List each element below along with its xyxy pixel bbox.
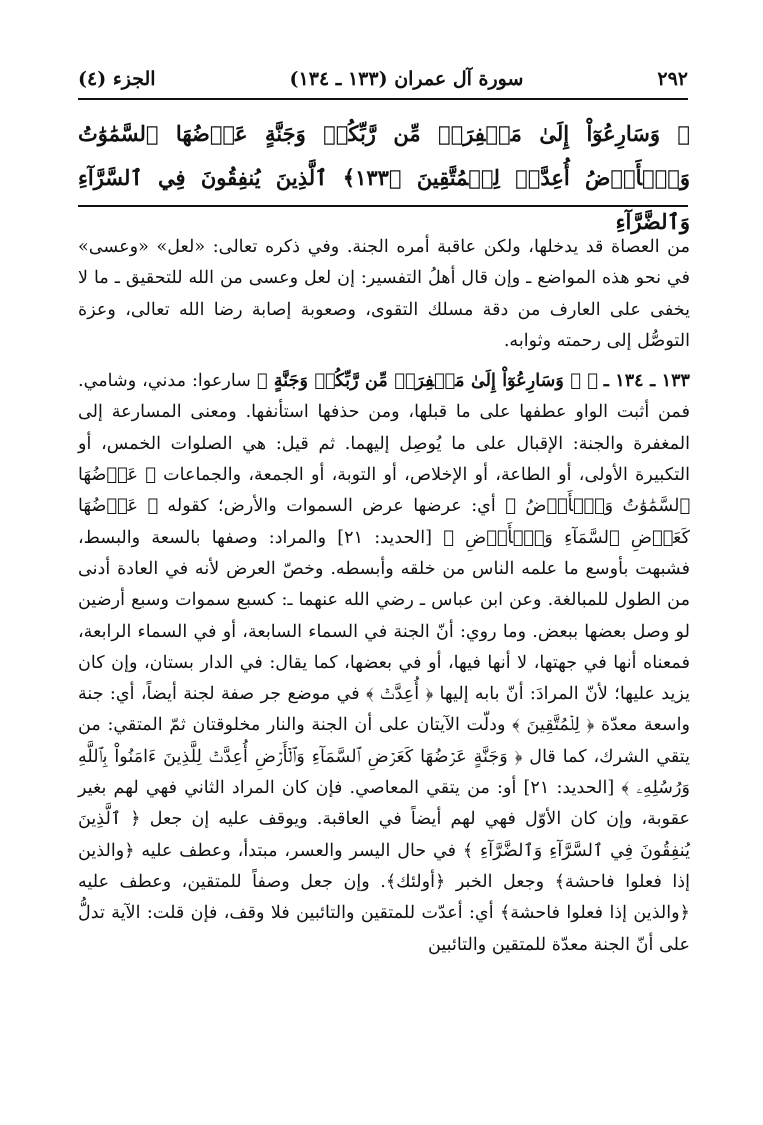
surah-title: سورة آل عمران (١٣٣ ـ ١٣٤) (289, 68, 524, 90)
juz-label: الجزء (٤) (78, 68, 156, 90)
header-divider (78, 98, 688, 100)
commentary-body (78, 232, 690, 1112)
quran-verse: ۞ وَسَارِعُوٓاْ إِلَىٰ مَغۡفِرَةٖ مِّن رَّبِّكُمۡ وَجَنَّةٍ عَرۡضُهَا ٱلسَّمَٰوَٰتُ وَٱلۡأَرۡضُ أُعِدَّتۡ لِلۡمُتَّقِينَ ﴿١٣٣﴾ ٱلَّذِينَ يُنفِقُونَ فِي ٱلسَّرَّآءِ وَٱلضَّرَّآءِ (78, 121, 690, 234)
page-header (78, 62, 688, 96)
paragraph-verse-133-134 (78, 365, 690, 961)
verse-divider (78, 205, 688, 207)
paragraph-continuation: من العصاة قد يدخلها، ولكن عاقبة أمره الجنة. وفي ذكره تعالى: «لعل» «وعسى» في نحو هذه المواضع ـ وإن قال أهلُ التفسير: إن لعل وعسى من الله للتحقيق ـ ما لا يخفى على العارف من دقة مسلك التقوى، وصعوبة إصابة رضا الله تعالى، وعزة التوصُّل إلى رحمته وثوابه. (78, 237, 690, 351)
paragraph-text: سارعوا: مدني، وشامي. فمن أثبت الواو عطفها على ما قبلها، ومن حذفها استأنفها. ومعنى المسارعة إلى المغفرة والجنة: الإقبال على ما يُوصِل إليهما. ثم قيل: هي الصلوات الخمس، أو التكبيرة الأولى، أو الطاعة، أو الإخلاص، أو التوبة، أو الجمعة، والجماعات ﴿ عَرۡضُهَا ٱلسَّمَٰوَٰتُ وَٱلۡأَرۡضُ ﴾ أي: عرضها عرض السموات والأرض؛ كقوله ﴿ عَرۡضُهَا كَعَرۡضِ ٱلسَّمَآءِ وَٱلۡأَرۡضِ ﴾ [الحديد: ٢١] والمراد: وصفها بالسعة والبسط، فشبهت بأوسع ما علمه الناس من خلقه وأبسطه. وخصّ العرض لأنه في العادة أدنى من الطول للمبالغة. وعن ابن عباس ـ رضي الله عنهما ـ: كسبع سموات وسبع أرضين لو وصل بعضها ببعض. وما روي: أنّ الجنة في السماء السابعة، أو في السماء الرابعة، فمعناه أنها في جهتها، لا أنها فيها، أو في بعضها، كما يقال: في الدار بستان، وإن كان يزيد عليها؛ لأنّ المرادَ: أنّ بابه إليها ﴿ أُعِدَّتۡ ﴾ في موضع جر صفة لجنة أيضاً، أي: جنة واسعة معدّة ﴿ لِلۡمُتَّقِينَ ﴾ ودلّت الآيتان على أن الجنة والنار مخلوقتان ثمّ المتقي: من يتقي الشرك، كما قال ﴿ وَجَنَّةٍ عَرۡضُهَا كَعَرۡضِ ٱلسَّمَآءِ وَٱلۡأَرۡضِ أُعِدَّتۡ لِلَّذِينَ ءَامَنُواْ بِٱللَّهِ وَرُسُلِهِۦ ﴾ [الحديد: ٢١] أو: من يتقي المعاصي. فإن كان المراد الثاني فهي لهم بغير عقوبة، وإن كان الأوّل فهي لهم أيضاً في العاقبة. ويوقف عليه إن جعل ﴿ ٱلَّذِينَ يُنفِقُونَ فِي ٱلسَّرَّآءِ وَٱلضَّرَّآءِ ﴾ في حال اليسر والعسر، مبتدأ، وعطف عليه ﴿والذين إذا فعلوا فاحشة﴾ وجعل الخبر ﴿أولئك﴾. وإن جعل وصفاً للمتقين، وعطف عليه ﴿والذين إذا فعلوا فاحشة﴾ أي: أعدّت للمتقين والتائبين فلا وقف، فإن قلت: الآية تدلُّ على أنّ الجنة معدّة للمتقين والتائبين (78, 371, 690, 955)
page-number: ٢٩٢ (657, 68, 688, 90)
verse-quote: ﴿ ۞ وَسَارِعُوٓاْ إِلَىٰ مَغۡفِرَةٖ مِّن رَّبِّكُمۡ وَجَنَّةٍ ﴾ (256, 370, 598, 392)
verse-number-range: ١٣٣ ـ ١٣٤ ـ (603, 370, 690, 392)
